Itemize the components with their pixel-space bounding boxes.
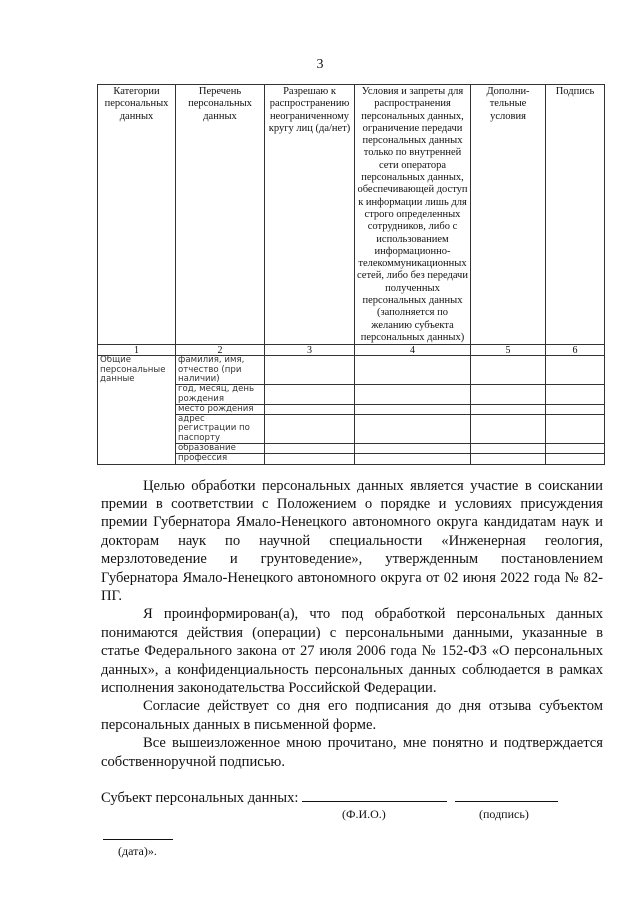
item-cell: адрес регистрации по паспорту: [176, 415, 265, 444]
signature-cell[interactable]: [546, 385, 605, 405]
item-cell: профессия: [176, 454, 265, 464]
allow-cell[interactable]: [265, 454, 355, 464]
signature-cell[interactable]: [546, 444, 605, 454]
allow-cell[interactable]: [265, 444, 355, 454]
header-cell: Разрешаю к распространению неограниченному кругу лиц (да/нет): [265, 85, 355, 345]
page-number: 3: [316, 57, 324, 72]
header-cell: Условия и запреты для распространения персональных данных, ограничение передачи персональных данных только по внутренней сети оператора персональных данных, обеспечивающей доступ к информации лишь для строго определенных сотрудников, либо с использованием информационно-телекоммуникационных сетей, либо без передачи полученных персональных данных (заполняется по желанию субъекта персональных данных): [355, 85, 471, 345]
signature-cell[interactable]: [546, 356, 605, 385]
category-cell: Общие персональные данные: [98, 356, 176, 464]
extra-cell[interactable]: [471, 385, 546, 405]
paragraph: Все вышеизложенное мною прочитано, мне понятно и подтверждается собственноручной подписью.: [101, 735, 603, 770]
date-caption: (дата)».: [118, 844, 157, 859]
conditions-cell[interactable]: [355, 385, 471, 405]
signature-label: Субъект персональных данных:: [101, 790, 299, 807]
conditions-cell[interactable]: [355, 415, 471, 444]
paragraph: Я проинформирован(а), что под обработкой персональных данных понимаются действия (операции) с персональными данными, указанные в статье Федерального закона от 27 июля 2006 года № 152-ФЗ «О персональных данных», а конфиденциальность персональных данных соблюдается в рамках исполнения законодательства Российской Федерации.: [101, 606, 603, 697]
allow-cell[interactable]: [265, 356, 355, 385]
allow-cell[interactable]: [265, 415, 355, 444]
signature-captions: [101, 807, 640, 823]
extra-cell[interactable]: [471, 356, 546, 385]
conditions-cell[interactable]: [355, 444, 471, 454]
extra-cell[interactable]: [471, 404, 546, 414]
column-number: 3: [265, 345, 355, 356]
signature-field[interactable]: [455, 787, 558, 802]
item-cell: год, месяц, день рождения: [176, 385, 265, 405]
item-cell: фамилия, имя, отчество (при наличии): [176, 356, 265, 385]
paragraph: Целью обработки персональных данных является участие в соискании премии в соответствии с Положением о порядке и условиях присуждения премии Губернатора Ямало-Ненецкого автономного округа кандидатам наук и докторам наук по научной специальности «Инженерная геология, мерзлотоведение и грунтоведение», утвержденным постановлением Губернатора Ямало-Ненецкого автономного округа от 02 июня 2022 года № 82-ПГ.: [101, 477, 603, 605]
column-number: 6: [546, 345, 605, 356]
signature-line: [101, 787, 640, 807]
extra-cell[interactable]: [471, 444, 546, 454]
conditions-cell[interactable]: [355, 404, 471, 414]
column-number: 1: [98, 345, 176, 356]
header-cell: Категории персональных данных: [98, 85, 176, 345]
consent-text: [101, 477, 603, 772]
conditions-cell[interactable]: [355, 356, 471, 385]
column-number: 5: [471, 345, 546, 356]
fio-caption: (Ф.И.О.): [342, 807, 386, 822]
allow-cell[interactable]: [265, 385, 355, 405]
column-number: 4: [355, 345, 471, 356]
consent-table: [97, 84, 605, 465]
column-number-row: [98, 345, 605, 356]
extra-cell[interactable]: [471, 415, 546, 444]
item-cell: место рождения: [176, 404, 265, 414]
column-number: 2: [176, 345, 265, 356]
table-row: [98, 356, 605, 385]
signature-cell[interactable]: [546, 404, 605, 414]
signature-cell[interactable]: [546, 454, 605, 464]
paragraph: Согласие действует со дня его подписания до дня отзыва субъектом персональных данных в письменной форме.: [101, 698, 603, 733]
allow-cell[interactable]: [265, 404, 355, 414]
conditions-cell[interactable]: [355, 454, 471, 464]
extra-cell[interactable]: [471, 454, 546, 464]
header-cell: Дополни-тельные условия: [471, 85, 546, 345]
signature-caption: (подпись): [479, 807, 529, 822]
fio-field[interactable]: [302, 787, 447, 802]
item-cell: образование: [176, 444, 265, 454]
date-field[interactable]: [103, 825, 173, 840]
header-cell: Перечень персональных данных: [176, 85, 265, 345]
signature-cell[interactable]: [546, 415, 605, 444]
header-cell: Подпись: [546, 85, 605, 345]
table-header-row: [98, 85, 605, 345]
